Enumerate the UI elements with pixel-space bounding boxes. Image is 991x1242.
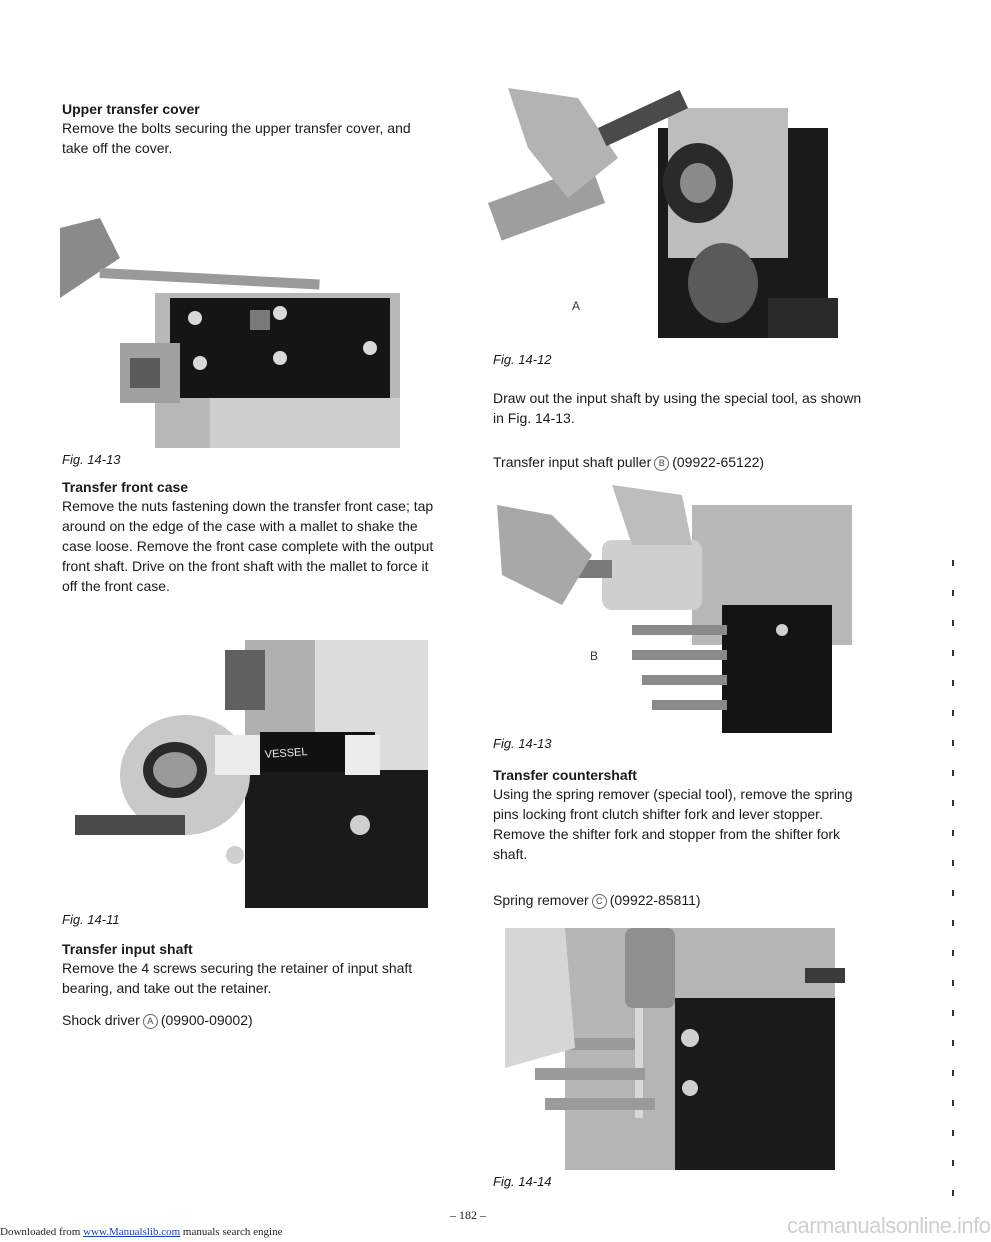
spring-remover-mark: C [592,894,607,909]
download-footer [0,1226,282,1238]
spring-remover-part-number: (09922-85811) [609,892,701,908]
transfer-front-case-text: Remove the nuts fastening down the transfer front case; tap around on the edge of the case with a mallet to shake the case loose. Remove the front case complete with the output front shaft. Drive on the front shaft with the mallet to force it off the front case. [62,498,434,594]
upper-transfer-cover-section [62,100,434,158]
figure-14-14-caption: Fig. 14-14 [493,1174,552,1189]
front-case-photo-image [65,640,428,908]
upper-cover-photo-image [60,198,400,448]
figure-14-11-caption: Fig. 14-11 [62,912,120,927]
transfer-countershaft-text: Using the spring remover (special tool), remove the spring pins locking front clutch shifter fork and lever stopper. Remove the shifter fork and stopper from the shifter fork shaft. [493,786,853,862]
shock-driver-mark: A [143,1014,158,1029]
figure-14-12-photo-input-shaft [468,88,838,344]
spring-remover-tool-line [493,890,865,910]
transfer-countershaft-section [493,766,865,864]
shock-driver-part-number: (09900-09002) [160,1012,253,1028]
figure-14-11-photo-front-case [65,640,428,908]
transfer-countershaft-heading: Transfer countershaft [493,767,637,783]
countershaft-photo-image [505,928,855,1170]
transfer-input-shaft-section [62,940,434,998]
figure-14-12-caption: Fig. 14-12 [493,352,552,367]
input-shaft-photo-image [468,88,838,344]
fig12-mark-a: A [572,299,581,313]
figure-14-13-photo-upper-cover [60,198,400,448]
footer-suffix: manuals search engine [182,1226,283,1238]
transfer-front-case-section [62,478,434,596]
draw-out-input-shaft-text: Draw out the input shaft by using the special tool, as shown in Fig. 14-13. [493,390,862,426]
puller-tool-line [493,452,865,472]
footer-prefix: Downloaded from [0,1226,81,1238]
puller-part-number: (09922-65122) [672,454,765,470]
shock-driver-label: Shock driver [62,1012,140,1028]
figure-14-13-photo-shaft-puller [492,485,854,733]
upper-transfer-cover-heading: Upper transfer cover [62,101,200,117]
scan-edge-artifact [952,560,954,1210]
shaft-puller-photo-image [492,485,854,733]
page-number: – 182 – [450,1208,486,1222]
figure-14-13-caption-left: Fig. 14-13 [62,452,121,467]
manualslib-link[interactable]: www.Manualslib.com [83,1226,181,1238]
figure-14-13-caption-right: Fig. 14-13 [493,736,552,751]
shock-driver-tool-line [62,1010,434,1030]
watermark-text: carmanualsonline.info [787,1213,991,1238]
transfer-input-shaft-text: Remove the 4 screws securing the retainer of input shaft bearing, and take out the retainer. [62,960,413,996]
upper-transfer-cover-text: Remove the bolts securing the upper transfer cover, and take off the cover. [62,120,411,156]
fig13-mark-b: B [590,649,599,663]
figure-14-14-photo-countershaft [505,928,855,1170]
spring-remover-label: Spring remover [493,892,589,908]
vessel-tool-label: VESSEL [264,746,308,761]
puller-label: Transfer input shaft puller [493,454,652,470]
transfer-input-shaft-heading: Transfer input shaft [62,941,193,957]
puller-mark: B [654,456,669,471]
transfer-front-case-heading: Transfer front case [62,479,189,495]
